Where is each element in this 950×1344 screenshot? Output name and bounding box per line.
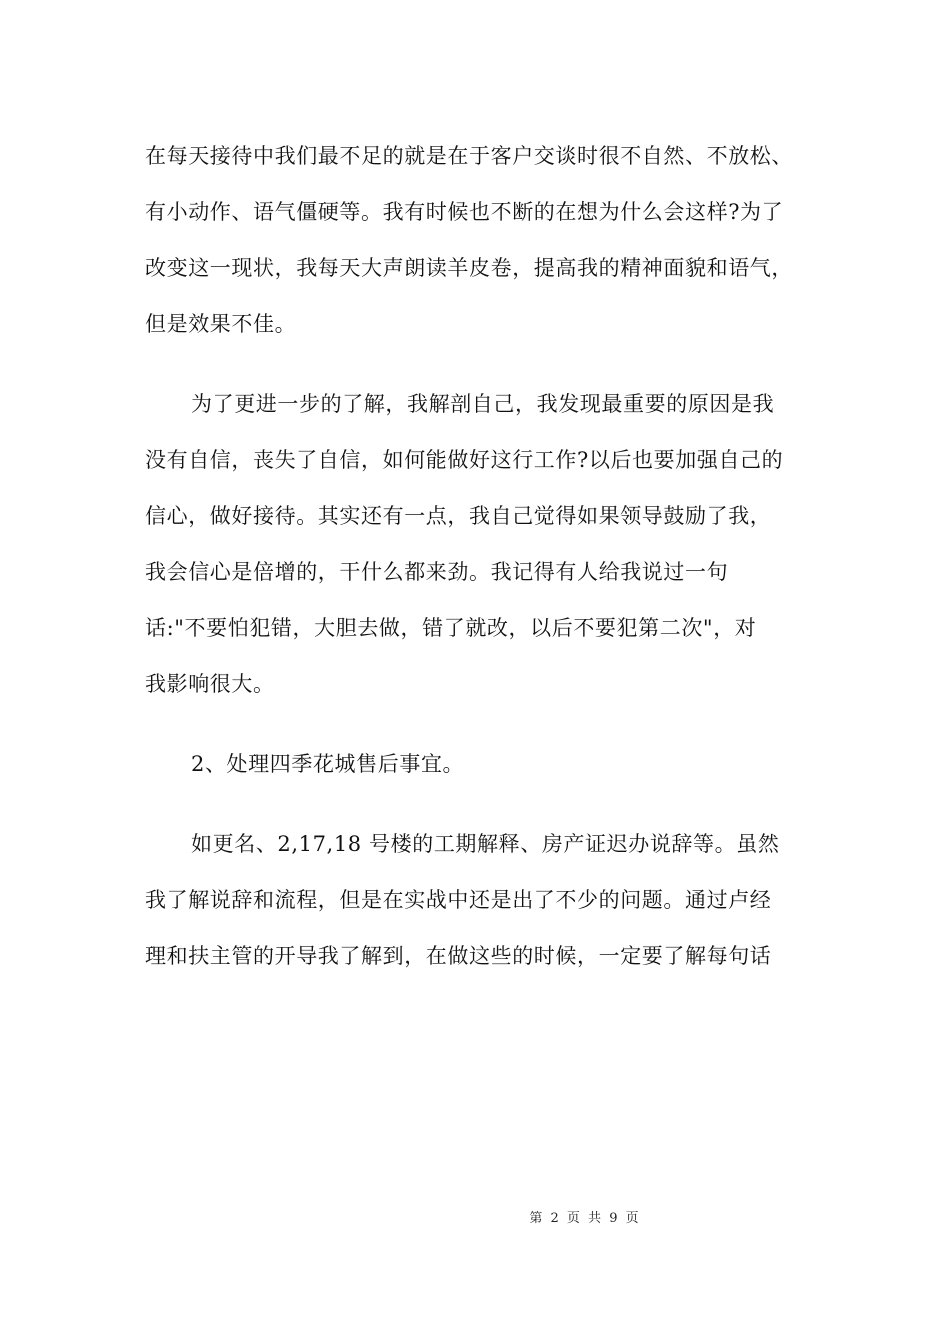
text-line: 话:"不要怕犯错，大胆去做，错了就改，以后不要犯第二次"，对 (145, 616, 757, 640)
text-line: 如更名、2,17,18 号楼的工期解释、房产证迟办说辞等。虽然 (191, 832, 780, 856)
text-line: 改变这一现状，我每天大声朗读羊皮卷，提高我的精神面貌和语气， (145, 256, 793, 280)
paragraph-2 (145, 376, 825, 712)
paragraph-1 (145, 128, 825, 352)
page-number: 第 2 页 共 9 页 (529, 1211, 641, 1226)
document-body (145, 128, 825, 984)
text-line: 在每天接待中我们最不足的就是在于客户交谈时很不自然、不放松、 (145, 144, 793, 168)
paragraph-gap (145, 352, 825, 376)
text-line: 为了更进一步的了解，我解剖自己，我发现最重要的原因是我 (191, 392, 775, 416)
text-line: 没有自信，丧失了自信，如何能做好这行工作?以后也要加强自己的 (145, 448, 784, 472)
text-line: 我了解说辞和流程，但是在实战中还是出了不少的问题。通过卢经 (145, 888, 772, 912)
text-line: 我会信心是倍增的，干什么都来劲。我记得有人给我说过一句 (145, 560, 729, 584)
paragraph-4 (145, 816, 825, 984)
paragraph-gap (145, 712, 825, 736)
text-line: 但是效果不佳。 (145, 312, 297, 336)
page-footer (0, 1207, 950, 1226)
text-line: 信心，做好接待。其实还有一点，我自己觉得如果领导鼓励了我， (145, 504, 772, 528)
paragraph-gap (145, 792, 825, 816)
text-line: 我影响很大。 (145, 672, 275, 696)
paragraph-3 (145, 736, 825, 792)
text-line: 理和扶主管的开导我了解到，在做这些的时候，一定要了解每句话 (145, 944, 772, 968)
text-line: 有小动作、语气僵硬等。我有时候也不断的在想为什么会这样?为了 (145, 200, 784, 224)
section-heading: 2、处理四季花城售后事宜。 (191, 752, 465, 776)
